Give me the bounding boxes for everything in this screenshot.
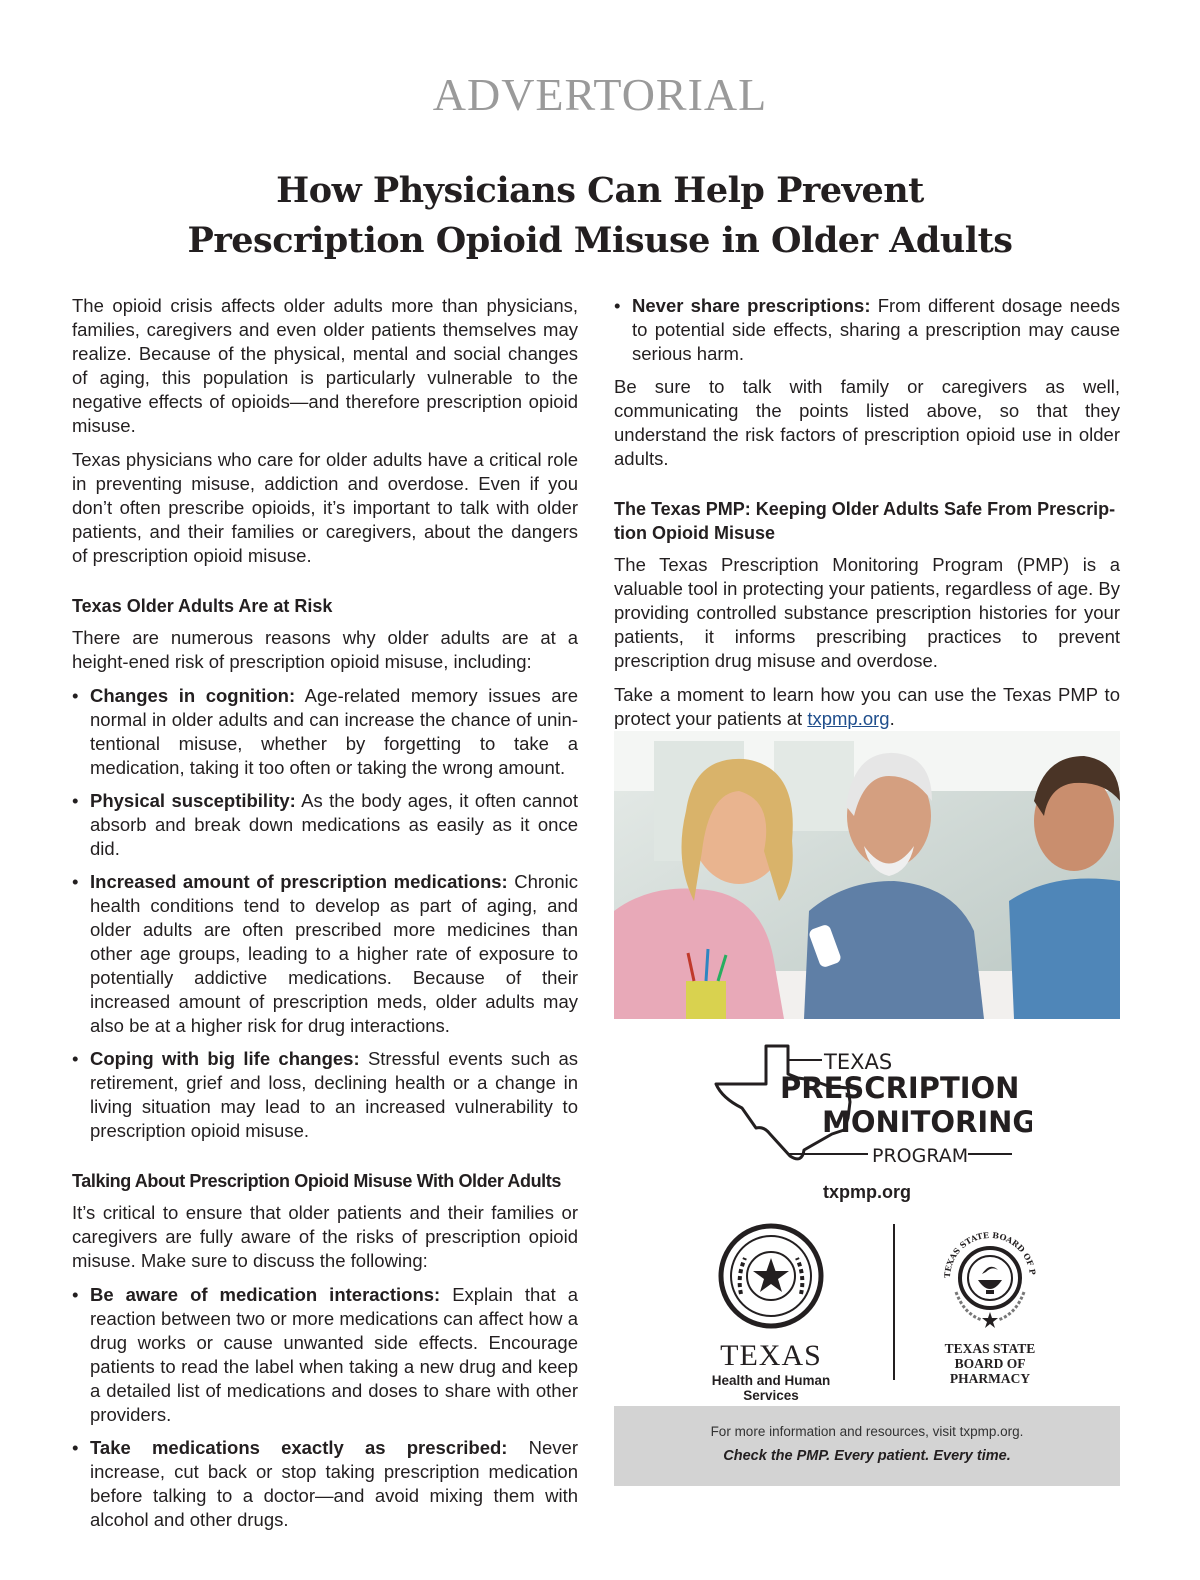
right-column bbox=[614, 294, 1120, 741]
list-item-text: As the body ages, it often cannot absorb and break down medications as easily as it once did. bbox=[90, 790, 578, 859]
pmp-logo-monitoring: MONITORING bbox=[822, 1105, 1032, 1139]
page-title-line-1: How Physicians Can Help Prevent bbox=[276, 170, 924, 211]
texas-pmp-logo bbox=[712, 1038, 1032, 1168]
consultation-photo-illustration bbox=[614, 731, 1120, 1019]
left-column bbox=[72, 294, 578, 1541]
list-item-text: From different dosage needs to potential side effects, sharing a prescription may cause serious harm. bbox=[632, 295, 1120, 364]
texas-map-outline-icon bbox=[712, 1038, 1032, 1168]
list-item-lead: Changes in cognition: bbox=[90, 685, 296, 706]
pmp-logo-texas: TEXAS bbox=[824, 1050, 893, 1074]
board-name-line-3: PHARMACY bbox=[949, 1371, 1031, 1386]
page-title-line-2: Prescription Opioid Misuse in Older Adults bbox=[187, 220, 1013, 261]
logo-divider bbox=[893, 1224, 895, 1380]
consultation-photo bbox=[614, 731, 1120, 1019]
board-name-line-2: BOARD OF bbox=[954, 1356, 1026, 1371]
risk-heading: Texas Older Adults Are at Risk bbox=[72, 596, 333, 616]
list-item bbox=[72, 1283, 578, 1427]
hhs-subtitle: Health and Human Services bbox=[711, 1373, 831, 1403]
list-item bbox=[72, 789, 578, 861]
board-name bbox=[925, 1341, 1055, 1386]
pmp-paragraph-2-text: Take a moment to learn how you can use the Texas PMP to protect your patients at bbox=[614, 684, 1120, 729]
footer-tagline: Check the PMP. Every patient. Every time. bbox=[723, 1448, 1011, 1464]
site-url[interactable]: txpmp.org bbox=[823, 1182, 911, 1202]
pmp-paragraph-2 bbox=[614, 683, 1120, 731]
list-item-lead: Physical susceptibility: bbox=[90, 790, 296, 811]
board-ring-text: TEXAS STATE BOARD OF P bbox=[941, 1229, 1038, 1279]
risk-list bbox=[72, 684, 578, 1143]
pmp-paragraph-1: The Texas Prescription Monitoring Program (PMP) is a valuable tool in protecting your patients, regardless of age. By providing controlled substance prescription histories for your patients, it informs prescribing practices to prevent prescription drug misuse and overdose. bbox=[614, 554, 1120, 671]
hhs-name: TEXAS bbox=[720, 1339, 822, 1372]
list-item-text: Stressful events such as retirement, grief and loss, declining health or a change in living situation may lead to an increased vulnerability to prescription opioid misuse. bbox=[90, 1048, 578, 1141]
list-item bbox=[72, 684, 578, 780]
texas-seal-icon bbox=[717, 1222, 825, 1330]
list-item-lead: Be aware of medication interactions: bbox=[90, 1284, 441, 1305]
list-item-text: Age-related memory issues are normal in older adults and can increase the chance of unin-tentional misuse, whether by forgetting to take a medication, taking it too often or taking the wrong amount. bbox=[90, 685, 578, 778]
pmp-paragraph-2-end: . bbox=[889, 708, 895, 729]
texas-hhs-logo bbox=[686, 1222, 856, 1403]
pmp-logo-program: PROGRAM bbox=[872, 1145, 969, 1167]
list-item-lead: Take medications exactly as prescribed: bbox=[90, 1437, 508, 1458]
list-item-text: Never increase, cut back or stop taking prescription medication before talking to a doctor—and avoid mixing them with alcohol and other drugs. bbox=[90, 1437, 578, 1530]
pmp-logo-prescription: PRESCRIPTION bbox=[780, 1071, 1020, 1105]
pmp-heading: The Texas PMP: Keeping Older Adults Safe From Prescrip-tion Opioid Misuse bbox=[614, 499, 1116, 543]
list-item bbox=[72, 1436, 578, 1532]
list-item bbox=[72, 870, 578, 1038]
page-title bbox=[0, 166, 1200, 266]
list-item-text: Chronic health conditions tend to develop as part of aging, and older adults are often prescribed more medicines than other age groups, leading to a higher rate of exposure to potentially addictive medications. Because of their increased amount of prescription meds, older adults may also be at a higher risk for drug interactions. bbox=[90, 871, 578, 1036]
list-item bbox=[614, 294, 1120, 366]
list-item-text: Explain that a reaction between two or more medications can affect how a drug works or cause unwanted side effects. Encourage patients to read the label when taking a new drug and keep a detailed list of medications and doses to share with other providers. bbox=[90, 1284, 578, 1425]
advertorial-label: ADVERTORIAL bbox=[432, 69, 768, 120]
share-list bbox=[614, 294, 1120, 366]
talk-intro: It’s critical to ensure that older patients and their families or caregivers are fully aware of the risks of prescription opioid misuse. Make sure to discuss the following: bbox=[72, 1202, 578, 1271]
intro-paragraph-1: The opioid crisis affects older adults more than physicians, families, caregivers and even older patients themselves may realize. Because of the physical, mental and social changes of aging, this population is particularly vulnerable to the negative effects of opioids—and therefore prescription opioid misuse. bbox=[72, 295, 578, 436]
list-item-lead: Coping with big life changes: bbox=[90, 1048, 360, 1069]
talk-heading: Talking About Prescription Opioid Misuse With Older Adults bbox=[72, 1171, 561, 1191]
intro-paragraph-2: Texas physicians who care for older adults have a critical role in preventing misuse, addiction and overdose. Even if you don’t often prescribe opioids, it’s important to talk with older patients, and their families or caregivers, about the dangers of prescription opioid misuse. bbox=[72, 449, 578, 566]
footer-callout bbox=[614, 1406, 1120, 1486]
board-of-pharmacy-logo bbox=[925, 1222, 1055, 1386]
risk-intro: There are numerous reasons why older adults are at a height-ened risk of prescription opioid misuse, including: bbox=[72, 627, 578, 672]
list-item-lead: Increased amount of prescription medications: bbox=[90, 871, 508, 892]
board-name-line-1: TEXAS STATE bbox=[944, 1341, 1036, 1356]
list-item-lead: Never share prescriptions: bbox=[632, 295, 871, 316]
caregivers-paragraph: Be sure to talk with family or caregivers as well, communicating the points listed above, so that they understand the risk factors of prescription opioid use in older adults. bbox=[614, 376, 1120, 469]
pharmacy-seal-icon bbox=[934, 1222, 1046, 1334]
list-item bbox=[72, 1047, 578, 1143]
footer-info: For more information and resources, visit txpmp.org. bbox=[710, 1424, 1024, 1439]
txpmp-link[interactable]: txpmp.org bbox=[807, 708, 890, 729]
talk-list bbox=[72, 1283, 578, 1532]
